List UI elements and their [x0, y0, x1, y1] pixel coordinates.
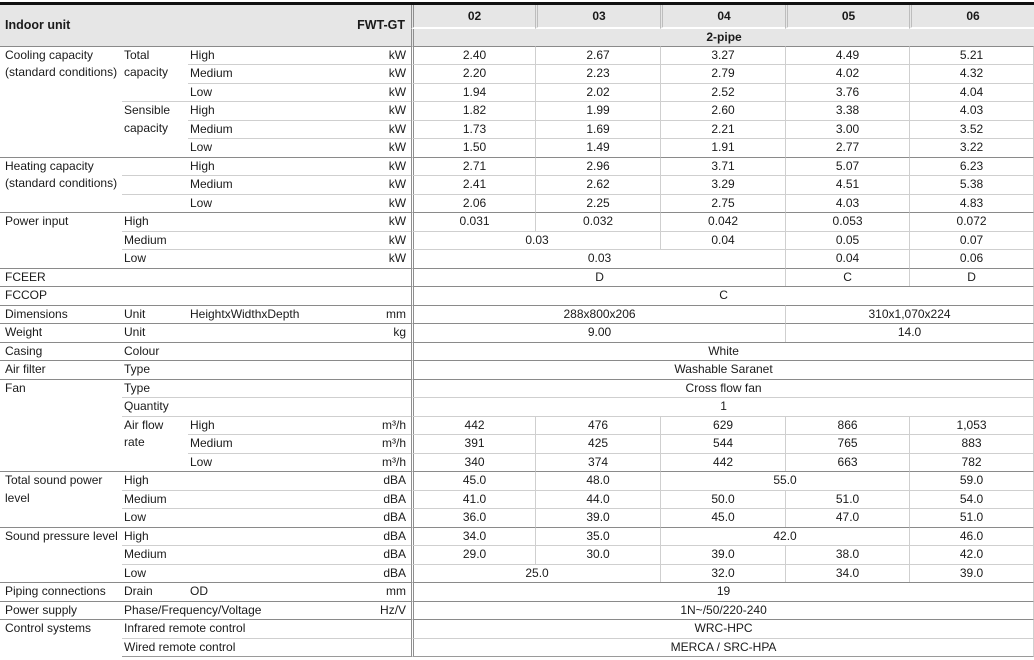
row-category-label: FCCOP [0, 286, 411, 305]
value-cell: 3.38 [785, 101, 909, 120]
spec-row [0, 564, 1034, 583]
unit-label: m³/h [336, 434, 411, 453]
value-cell: 2.60 [660, 101, 785, 120]
value-cell: Washable Saranet [411, 360, 1034, 379]
unit-label: kW [336, 101, 411, 120]
value-cell: D [909, 268, 1034, 287]
unit-label: kW [336, 249, 411, 268]
row-sub-label: Phase/Frequency/Voltage [122, 601, 336, 620]
value-cell: 442 [411, 416, 535, 435]
value-cell: 4.03 [909, 101, 1034, 120]
row-sub-label: High [122, 471, 336, 490]
spec-row [0, 305, 1034, 324]
spec-sheet [0, 2, 1034, 657]
value-cell: Cross flow fan [411, 379, 1034, 398]
value-cell: 340 [411, 453, 535, 472]
spec-row [0, 249, 1034, 268]
unit-label: dBA [336, 508, 411, 527]
row-sub-label [122, 157, 188, 176]
unit-label: Hz/V [336, 601, 411, 620]
unit-label: kW [336, 231, 411, 250]
row-variant-label: Low [188, 83, 336, 102]
value-cell: 3.29 [660, 175, 785, 194]
value-cell: 25.0 [411, 564, 660, 583]
unit-label: dBA [336, 545, 411, 564]
value-cell: 1.50 [411, 138, 535, 157]
column-header-02: 02 [411, 5, 535, 29]
value-cell: 2.79 [660, 64, 785, 83]
spec-row [0, 601, 1034, 620]
value-cell: 35.0 [535, 527, 660, 546]
row-variant-label: Low [188, 194, 336, 213]
unit-label [336, 619, 411, 638]
value-cell: 883 [909, 434, 1034, 453]
value-cell: 866 [785, 416, 909, 435]
value-cell: 288x800x206 [411, 305, 785, 324]
row-sub-label [122, 194, 188, 213]
value-cell: 663 [785, 453, 909, 472]
row-variant-label: Medium [188, 175, 336, 194]
value-cell: 32.0 [660, 564, 785, 583]
row-sub-label [122, 175, 188, 194]
value-cell: 0.03 [411, 249, 785, 268]
row-sub-label: Quantity [122, 397, 336, 416]
page-title: Indoor unit [5, 17, 71, 32]
value-cell: 0.05 [785, 231, 909, 250]
value-cell: 3.22 [909, 138, 1034, 157]
row-sub-label: Total capacity [122, 46, 188, 102]
value-cell: 2.20 [411, 64, 535, 83]
value-cell: 45.0 [411, 471, 535, 490]
row-category-label: Sound pressure level [0, 527, 122, 583]
value-cell: 2.02 [535, 83, 660, 102]
value-cell: 4.02 [785, 64, 909, 83]
value-cell: 2.75 [660, 194, 785, 213]
row-sub-label: Drain [122, 582, 188, 601]
row-sub-label: Type [122, 379, 336, 398]
value-cell: 2.71 [411, 157, 535, 176]
value-cell: 2.06 [411, 194, 535, 213]
spec-row [0, 416, 1034, 435]
value-cell: 3.52 [909, 120, 1034, 139]
unit-label: kW [336, 120, 411, 139]
row-sub-label: Medium [122, 490, 336, 509]
spec-row [0, 175, 1034, 194]
spec-row [0, 286, 1034, 305]
row-sub-label: Sensible capacity [122, 101, 188, 157]
value-cell: 47.0 [785, 508, 909, 527]
value-cell: 3.76 [785, 83, 909, 102]
value-cell: 2.41 [411, 175, 535, 194]
value-cell: 46.0 [909, 527, 1034, 546]
value-cell: 44.0 [535, 490, 660, 509]
value-cell: 5.21 [909, 46, 1034, 65]
value-cell: 51.0 [785, 490, 909, 509]
row-category-label: Dimensions [0, 305, 122, 324]
value-cell: 2.23 [535, 64, 660, 83]
spec-row [0, 638, 1034, 658]
row-variant-label: High [188, 101, 336, 120]
value-cell: 9.00 [411, 323, 785, 342]
value-cell: 782 [909, 453, 1034, 472]
column-header-03: 03 [535, 5, 660, 29]
value-cell: 34.0 [411, 527, 535, 546]
unit-label [336, 342, 411, 361]
row-variant-label: Low [188, 138, 336, 157]
value-cell: 4.83 [909, 194, 1034, 213]
value-cell: D [411, 268, 785, 287]
row-sub-label: High [122, 212, 336, 231]
unit-label: kW [336, 46, 411, 65]
row-sub-label: High [122, 527, 336, 546]
value-cell: WRC-HPC [411, 619, 1034, 638]
model-name: FWT-GT [357, 17, 406, 32]
row-sub-label: Low [122, 249, 336, 268]
row-variant-label: Medium [188, 120, 336, 139]
row-variant-label: High [188, 157, 336, 176]
unit-label: dBA [336, 471, 411, 490]
value-cell: 1.69 [535, 120, 660, 139]
spec-row [0, 323, 1034, 342]
value-cell: 0.031 [411, 212, 535, 231]
value-cell: 2.25 [535, 194, 660, 213]
row-sub-label: Low [122, 564, 336, 583]
value-cell: 0.07 [909, 231, 1034, 250]
value-cell: 54.0 [909, 490, 1034, 509]
value-cell: 3.00 [785, 120, 909, 139]
row-category-label: Fan [0, 379, 122, 472]
value-cell: 442 [660, 453, 785, 472]
row-category-label: Total sound power level [0, 471, 122, 527]
value-cell: 4.03 [785, 194, 909, 213]
value-cell: 0.04 [660, 231, 785, 250]
value-cell: 629 [660, 416, 785, 435]
value-cell: 14.0 [785, 323, 1034, 342]
value-cell: 0.06 [909, 249, 1034, 268]
spec-row [0, 490, 1034, 509]
spec-row [0, 157, 1034, 176]
row-sub-label: Air flow rate [122, 416, 188, 472]
value-cell: 425 [535, 434, 660, 453]
value-cell: 544 [660, 434, 785, 453]
value-cell: C [411, 286, 1034, 305]
value-cell: 4.49 [785, 46, 909, 65]
row-sub-label: Medium [122, 231, 336, 250]
row-sub-label: Unit [122, 305, 188, 324]
value-cell: White [411, 342, 1034, 361]
value-cell: 30.0 [535, 545, 660, 564]
row-category-label: Cooling capacity (standard conditions) [0, 46, 122, 157]
row-variant-label: Medium [188, 64, 336, 83]
value-cell: 45.0 [660, 508, 785, 527]
value-cell: C [785, 268, 909, 287]
unit-label: m³/h [336, 453, 411, 472]
spec-row [0, 360, 1034, 379]
row-variant-label: High [188, 416, 336, 435]
row-variant-label: High [188, 46, 336, 65]
unit-label: kW [336, 83, 411, 102]
spec-row [0, 582, 1034, 601]
spec-row [0, 471, 1034, 490]
value-cell: 1.82 [411, 101, 535, 120]
value-cell: 2.52 [660, 83, 785, 102]
header-left-cell [0, 5, 411, 46]
value-cell: 4.32 [909, 64, 1034, 83]
spec-row [0, 379, 1034, 398]
value-cell: 42.0 [909, 545, 1034, 564]
spec-row [0, 101, 1034, 120]
row-sub-label: Medium [122, 545, 336, 564]
value-cell: 3.27 [660, 46, 785, 65]
value-cell: 2.67 [535, 46, 660, 65]
value-cell: MERCA / SRC-HPA [411, 638, 1034, 658]
value-cell: 19 [411, 582, 1034, 601]
value-cell: 1.49 [535, 138, 660, 157]
unit-label [336, 638, 411, 658]
spec-row [0, 527, 1034, 546]
row-sub-label: Low [122, 508, 336, 527]
row-variant-label: Medium [188, 434, 336, 453]
value-cell: 0.042 [660, 212, 785, 231]
value-cell: 2.62 [535, 175, 660, 194]
row-variant-label: Low [188, 453, 336, 472]
row-category-label: Power supply [0, 601, 122, 620]
row-category-label: Power input [0, 212, 122, 268]
row-category-label: Control systems [0, 619, 122, 657]
row-sub-label: Infrared remote control [122, 619, 336, 638]
value-cell: 0.072 [909, 212, 1034, 231]
unit-label: kW [336, 64, 411, 83]
value-cell: 0.032 [535, 212, 660, 231]
value-cell: 2.77 [785, 138, 909, 157]
value-cell: 1.99 [535, 101, 660, 120]
column-header-06: 06 [909, 5, 1034, 29]
column-header-04: 04 [660, 5, 785, 29]
unit-label [336, 379, 411, 398]
value-cell: 1N~/50/220-240 [411, 601, 1034, 620]
unit-label: kW [336, 157, 411, 176]
row-category-label: Casing [0, 342, 122, 361]
unit-label: mm [336, 305, 411, 324]
value-cell: 0.03 [411, 231, 660, 250]
value-cell: 391 [411, 434, 535, 453]
spec-row [0, 231, 1034, 250]
spec-row [0, 342, 1034, 361]
unit-label: kg [336, 323, 411, 342]
spec-row [0, 545, 1034, 564]
value-cell: 41.0 [411, 490, 535, 509]
spec-row [0, 46, 1034, 65]
value-cell: 51.0 [909, 508, 1034, 527]
unit-label: kW [336, 212, 411, 231]
unit-label: kW [336, 175, 411, 194]
value-cell: 3.71 [660, 157, 785, 176]
value-cell: 50.0 [660, 490, 785, 509]
value-cell: 2.21 [660, 120, 785, 139]
value-cell: 1.73 [411, 120, 535, 139]
value-cell: 42.0 [660, 527, 909, 546]
value-cell: 310x1,070x224 [785, 305, 1034, 324]
spec-row [0, 397, 1034, 416]
unit-label [336, 397, 411, 416]
row-sub-label: Colour [122, 342, 336, 361]
row-category-label: FCEER [0, 268, 411, 287]
unit-label: m³/h [336, 416, 411, 435]
row-category-label: Air filter [0, 360, 122, 379]
row-category-label: Piping connections [0, 582, 122, 601]
value-cell: 374 [535, 453, 660, 472]
value-cell: 6.23 [909, 157, 1034, 176]
unit-label: kW [336, 194, 411, 213]
value-cell: 5.38 [909, 175, 1034, 194]
value-cell: 34.0 [785, 564, 909, 583]
unit-label: dBA [336, 527, 411, 546]
table-header-row [0, 5, 1034, 29]
row-category-label: Weight [0, 323, 122, 342]
value-cell: 1.94 [411, 83, 535, 102]
value-cell: 38.0 [785, 545, 909, 564]
row-sub-label: Type [122, 360, 336, 379]
unit-label: dBA [336, 564, 411, 583]
spec-row [0, 212, 1034, 231]
system-type-label: 2-pipe [411, 29, 1034, 46]
value-cell: 39.0 [909, 564, 1034, 583]
value-cell: 4.04 [909, 83, 1034, 102]
unit-label [336, 360, 411, 379]
unit-label: mm [336, 582, 411, 601]
value-cell: 0.053 [785, 212, 909, 231]
value-cell: 0.04 [785, 249, 909, 268]
value-cell: 2.40 [411, 46, 535, 65]
value-cell: 1,053 [909, 416, 1034, 435]
unit-label: kW [336, 138, 411, 157]
value-cell: 29.0 [411, 545, 535, 564]
value-cell: 36.0 [411, 508, 535, 527]
row-variant-label: HeightxWidthxDepth [188, 305, 336, 324]
value-cell: 59.0 [909, 471, 1034, 490]
row-sub-label: Unit [122, 323, 336, 342]
spec-row [0, 619, 1034, 638]
value-cell: 476 [535, 416, 660, 435]
value-cell: 1.91 [660, 138, 785, 157]
value-cell: 1 [411, 397, 1034, 416]
indoor-unit-spec-table [0, 2, 1034, 657]
unit-label: dBA [336, 490, 411, 509]
spec-row [0, 268, 1034, 287]
spec-row [0, 194, 1034, 213]
value-cell: 5.07 [785, 157, 909, 176]
spec-row [0, 508, 1034, 527]
value-cell: 765 [785, 434, 909, 453]
value-cell: 39.0 [535, 508, 660, 527]
row-sub-label: Wired remote control [122, 638, 336, 658]
value-cell: 2.96 [535, 157, 660, 176]
value-cell: 4.51 [785, 175, 909, 194]
row-variant-label: OD [188, 582, 336, 601]
row-category-label: Heating capacity (standard conditions) [0, 157, 122, 213]
column-header-05: 05 [785, 5, 909, 29]
value-cell: 39.0 [660, 545, 785, 564]
value-cell: 55.0 [660, 471, 909, 490]
value-cell: 48.0 [535, 471, 660, 490]
